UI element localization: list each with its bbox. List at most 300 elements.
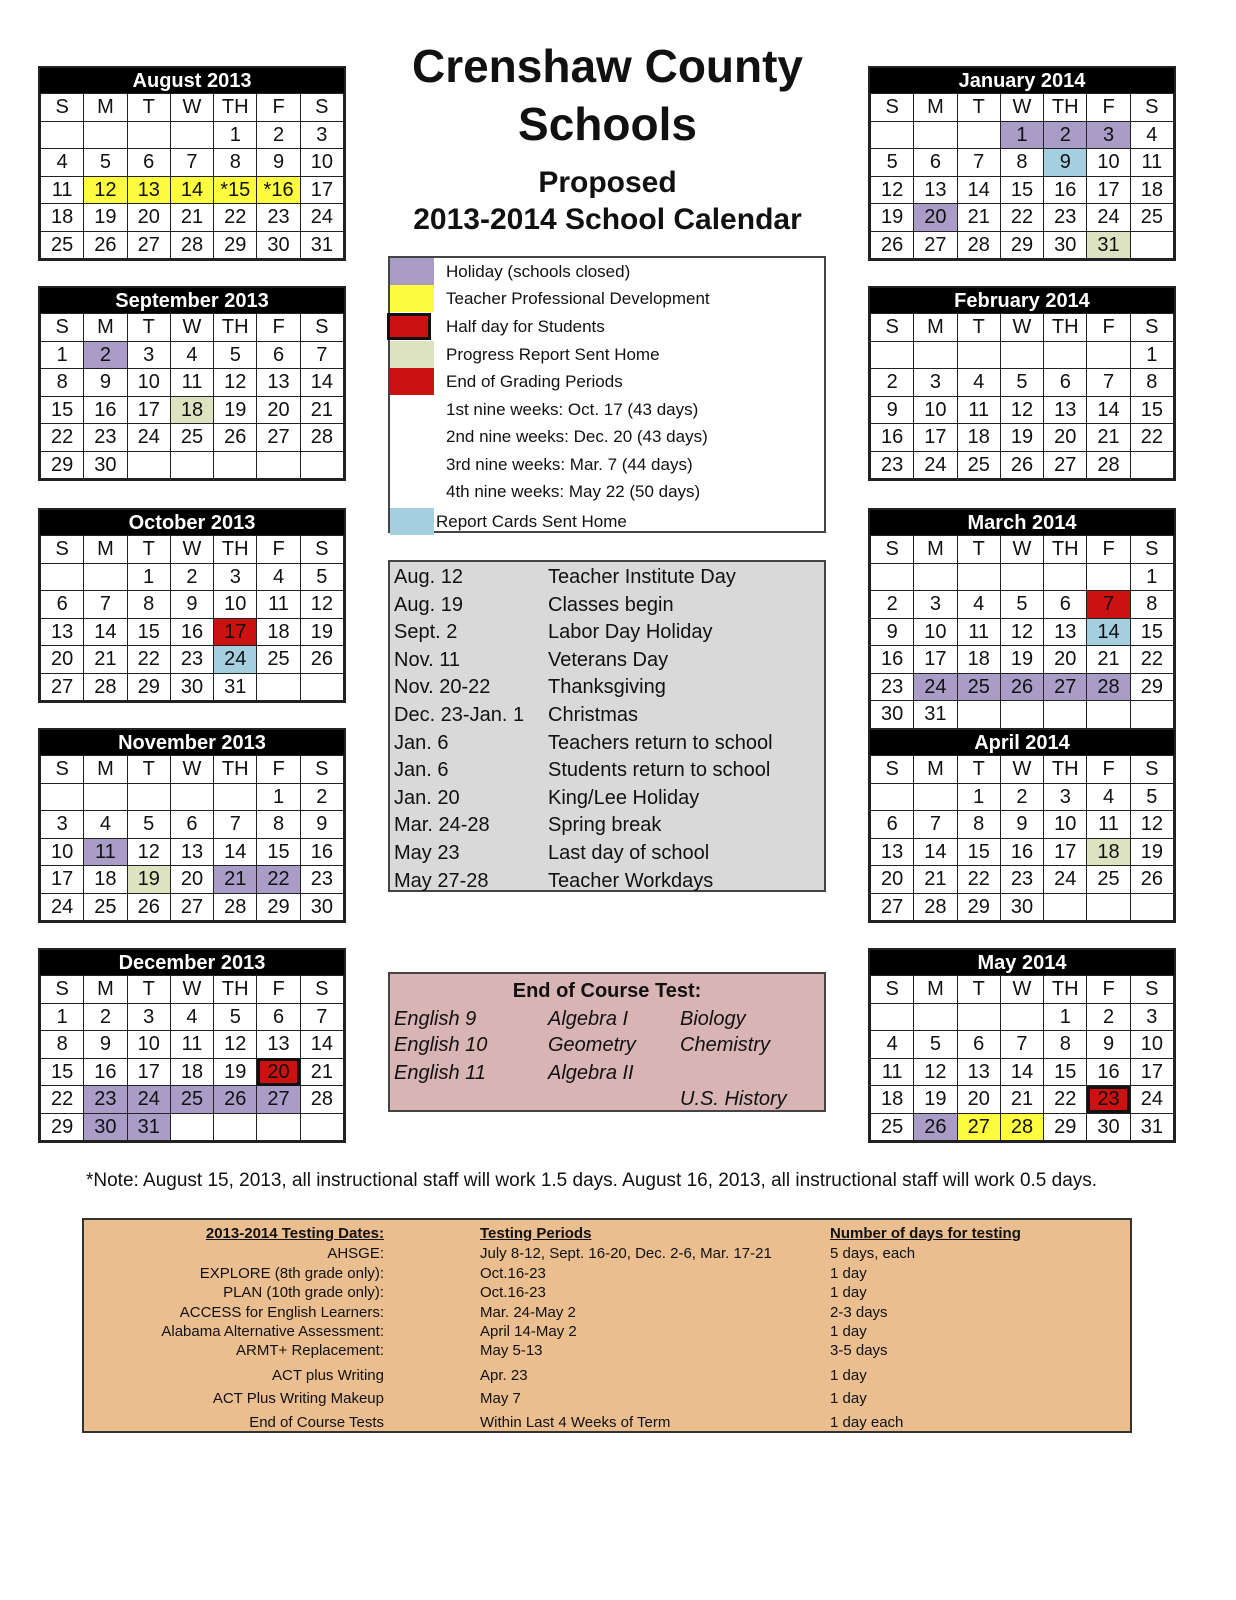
- test-days: 1 day: [830, 1367, 867, 1384]
- day-cell: 24: [914, 673, 957, 701]
- test-period: May 7: [480, 1390, 521, 1407]
- weekday-label: F: [1087, 976, 1130, 1004]
- weekday-label: S: [1130, 756, 1173, 784]
- week-row: [41, 838, 344, 866]
- day-cell: 30: [84, 1113, 127, 1141]
- day-cell: 11: [170, 369, 213, 397]
- day-cell: *16: [257, 176, 300, 204]
- legend-label: Teacher Professional Development: [446, 289, 710, 308]
- weekday-label: F: [1087, 94, 1130, 122]
- day-cell: 20: [127, 204, 170, 232]
- day-cell: 17: [300, 176, 343, 204]
- day-cell: 4: [41, 149, 84, 177]
- weekday-label: W: [170, 314, 213, 342]
- event-date: Nov. 20-22: [394, 676, 491, 699]
- day-cell: 10: [300, 149, 343, 177]
- calendar-march-2014: [868, 508, 1176, 731]
- legend-item: [390, 478, 824, 505]
- day-cell: 2: [871, 591, 914, 619]
- week-row: [871, 1058, 1174, 1086]
- test-days: 2-3 days: [830, 1304, 888, 1321]
- day-cell: 23: [871, 451, 914, 479]
- day-cell: 13: [1044, 396, 1087, 424]
- legend-swatch-progress: [390, 341, 434, 368]
- legend-label: Holiday (schools closed): [446, 262, 631, 281]
- day-cell: [957, 701, 1000, 729]
- test-days: 1 day: [830, 1323, 867, 1340]
- weekday-label: S: [1130, 314, 1173, 342]
- day-cell: 8: [957, 811, 1000, 839]
- week-row: [41, 1003, 344, 1031]
- weekday-label: W: [1000, 536, 1043, 564]
- day-cell: 13: [257, 1031, 300, 1059]
- day-cell: 26: [1000, 673, 1043, 701]
- week-row: [41, 646, 344, 674]
- day-cell: 7: [214, 811, 257, 839]
- day-cell: 23: [871, 673, 914, 701]
- testing-row: [84, 1264, 1130, 1284]
- legend-label: End of Grading Periods: [446, 372, 623, 391]
- weekday-label: S: [300, 536, 343, 564]
- day-cell: [41, 121, 84, 149]
- day-cell: 21: [170, 204, 213, 232]
- weekday-label: S: [871, 536, 914, 564]
- week-row: [871, 1003, 1174, 1031]
- week-row: [871, 618, 1174, 646]
- testing-row: [84, 1244, 1130, 1264]
- day-cell: 30: [300, 893, 343, 921]
- day-cell: 20: [1044, 424, 1087, 452]
- weekday-label: TH: [1044, 976, 1087, 1004]
- week-row: [41, 673, 344, 701]
- day-cell: 23: [84, 1086, 127, 1114]
- day-cell: 13: [127, 176, 170, 204]
- day-cell: 12: [214, 369, 257, 397]
- day-cell: 20: [257, 396, 300, 424]
- day-cell: 31: [1087, 231, 1130, 259]
- day-cell: 25: [1087, 866, 1130, 894]
- testing-row: [84, 1303, 1130, 1323]
- weekday-label: TH: [214, 314, 257, 342]
- day-cell: 29: [41, 1113, 84, 1141]
- weekday-label: S: [1130, 94, 1173, 122]
- event-date: May 23: [394, 842, 460, 864]
- day-cell: 1: [1130, 341, 1173, 369]
- day-cell: [1044, 341, 1087, 369]
- legend-label: 3rd nine weeks: Mar. 7 (44 days): [446, 455, 693, 474]
- week-row: [871, 149, 1174, 177]
- day-cell: [1087, 701, 1130, 729]
- test-period: Within Last 4 Weeks of Term: [480, 1414, 671, 1431]
- day-cell: [914, 1003, 957, 1031]
- weekday-header-row: [41, 314, 344, 342]
- day-cell: 8: [41, 369, 84, 397]
- day-cell: 17: [914, 424, 957, 452]
- day-cell: 19: [1130, 838, 1173, 866]
- legend-label: Half day for Students: [446, 317, 605, 336]
- day-cell: [127, 121, 170, 149]
- week-row: [41, 369, 344, 397]
- day-cell: [84, 121, 127, 149]
- day-cell: 12: [214, 1031, 257, 1059]
- day-cell: 2: [257, 121, 300, 149]
- day-cell: 5: [1000, 591, 1043, 619]
- day-cell: 10: [1044, 811, 1087, 839]
- day-cell: 3: [1130, 1003, 1173, 1031]
- day-cell: 11: [957, 396, 1000, 424]
- event-date: May 27-28: [394, 869, 489, 892]
- weekday-label: M: [914, 314, 957, 342]
- day-cell: 2: [871, 369, 914, 397]
- day-cell: [170, 1113, 213, 1141]
- day-cell: 14: [84, 618, 127, 646]
- testing-row: [84, 1389, 1130, 1409]
- day-cell: 30: [84, 451, 127, 479]
- day-cell: 7: [957, 149, 1000, 177]
- weekday-label: T: [957, 94, 1000, 122]
- day-cell: [1130, 893, 1173, 921]
- weekday-label: S: [300, 94, 343, 122]
- legend-swatch-pd: [390, 285, 434, 312]
- legend-item: [390, 258, 824, 285]
- day-cell: 22: [214, 204, 257, 232]
- day-cell: 26: [300, 646, 343, 674]
- test-period: April 14-May 2: [480, 1323, 577, 1340]
- day-cell: 1: [1130, 563, 1173, 591]
- weekday-label: TH: [214, 94, 257, 122]
- day-cell: 8: [127, 591, 170, 619]
- day-cell: 25: [170, 1086, 213, 1114]
- calendar-august-2013: [38, 66, 346, 261]
- day-cell: 18: [170, 1058, 213, 1086]
- day-cell: 12: [871, 176, 914, 204]
- day-cell: 7: [170, 149, 213, 177]
- day-cell: 25: [170, 424, 213, 452]
- eoc-subject: Algebra II: [548, 1062, 634, 1084]
- day-cell: [957, 121, 1000, 149]
- day-cell: 2: [300, 783, 343, 811]
- day-cell: 22: [41, 424, 84, 452]
- day-cell: 30: [257, 231, 300, 259]
- day-cell: 18: [41, 204, 84, 232]
- day-cell: 21: [214, 866, 257, 894]
- day-cell: 9: [871, 396, 914, 424]
- day-cell: 5: [300, 563, 343, 591]
- day-cell: 27: [957, 1113, 1000, 1141]
- day-cell: 9: [871, 618, 914, 646]
- day-cell: [914, 783, 957, 811]
- day-cell: 16: [84, 1058, 127, 1086]
- day-cell: 6: [170, 811, 213, 839]
- weekday-label: S: [871, 756, 914, 784]
- test-name: Alabama Alternative Assessment:: [161, 1323, 384, 1340]
- legend-item: [390, 341, 824, 368]
- day-cell: 31: [914, 701, 957, 729]
- day-cell: 15: [1130, 396, 1173, 424]
- day-cell: 10: [127, 1031, 170, 1059]
- day-cell: 30: [1000, 893, 1043, 921]
- eoc-title: End of Course Test:: [512, 980, 702, 1002]
- day-cell: 9: [1044, 149, 1087, 177]
- day-cell: [214, 1113, 257, 1141]
- day-cell: 4: [957, 369, 1000, 397]
- day-cell: 10: [214, 591, 257, 619]
- day-cell: 23: [1000, 866, 1043, 894]
- event-name: Thanksgiving: [548, 676, 666, 699]
- day-cell: 27: [871, 893, 914, 921]
- day-cell: 7: [84, 591, 127, 619]
- day-cell: 8: [1130, 591, 1173, 619]
- legend-label: 4th nine weeks: May 22 (50 days): [446, 482, 701, 501]
- test-days: 5 days, each: [830, 1245, 916, 1262]
- day-cell: [1000, 341, 1043, 369]
- day-cell: 13: [914, 176, 957, 204]
- week-row: [871, 866, 1174, 894]
- event-date: Jan. 6: [394, 731, 449, 754]
- week-row: [871, 176, 1174, 204]
- day-cell: 21: [300, 396, 343, 424]
- day-cell: 27: [41, 673, 84, 701]
- day-cell: 16: [300, 838, 343, 866]
- month-title: February 2014: [870, 288, 1174, 313]
- day-cell: [170, 783, 213, 811]
- day-cell: 19: [84, 204, 127, 232]
- day-cell: 17: [1130, 1058, 1173, 1086]
- weekday-label: S: [41, 94, 84, 122]
- weekday-label: M: [914, 756, 957, 784]
- day-cell: 23: [257, 204, 300, 232]
- test-period: Mar. 24-May 2: [480, 1304, 576, 1321]
- eoc-subject: Chemistry: [680, 1034, 771, 1056]
- weekday-header-row: [41, 94, 344, 122]
- testing-row: [84, 1283, 1130, 1303]
- day-cell: [957, 563, 1000, 591]
- weekday-label: TH: [214, 536, 257, 564]
- day-cell: [914, 341, 957, 369]
- day-cell: 14: [300, 1031, 343, 1059]
- month-title: October 2013: [40, 510, 344, 535]
- day-cell: 4: [871, 1031, 914, 1059]
- weekday-label: S: [871, 314, 914, 342]
- day-cell: *15: [214, 176, 257, 204]
- week-row: [871, 424, 1174, 452]
- day-cell: 23: [1044, 204, 1087, 232]
- day-cell: 2: [1087, 1003, 1130, 1031]
- legend-item: [390, 285, 824, 312]
- month-title: March 2014: [870, 510, 1174, 535]
- weekday-label: T: [957, 756, 1000, 784]
- day-cell: 21: [300, 1058, 343, 1086]
- weekday-header-row: [41, 976, 344, 1004]
- day-cell: 16: [871, 646, 914, 674]
- day-cell: 18: [1130, 176, 1173, 204]
- event-date: Sept. 2: [394, 621, 458, 644]
- day-cell: 20: [1044, 646, 1087, 674]
- eoc-subject: Biology: [680, 1008, 746, 1030]
- week-row: [41, 451, 344, 479]
- test-name: ACT Plus Writing Makeup: [212, 1390, 384, 1407]
- day-cell: 1: [41, 341, 84, 369]
- day-cell: 31: [1130, 1113, 1173, 1141]
- week-row: [871, 673, 1174, 701]
- week-row: [871, 369, 1174, 397]
- week-row: [41, 1113, 344, 1141]
- day-cell: [1087, 563, 1130, 591]
- day-cell: 30: [871, 701, 914, 729]
- day-cell: 26: [1130, 866, 1173, 894]
- weekday-label: F: [1087, 314, 1130, 342]
- weekday-label: M: [84, 536, 127, 564]
- weekday-label: S: [1130, 976, 1173, 1004]
- day-cell: 12: [1130, 811, 1173, 839]
- day-cell: 3: [1087, 121, 1130, 149]
- week-row: [871, 121, 1174, 149]
- day-cell: 6: [1044, 591, 1087, 619]
- day-cell: 17: [41, 866, 84, 894]
- day-cell: 21: [1087, 646, 1130, 674]
- day-cell: 9: [257, 149, 300, 177]
- day-cell: 13: [957, 1058, 1000, 1086]
- legend-item: [390, 313, 824, 340]
- day-cell: 25: [1130, 204, 1173, 232]
- day-cell: 24: [914, 451, 957, 479]
- calendar-april-2014: [868, 728, 1176, 923]
- week-row: [41, 396, 344, 424]
- day-cell: 12: [914, 1058, 957, 1086]
- calendar-december-2013: [38, 948, 346, 1143]
- day-cell: 1: [214, 121, 257, 149]
- weekday-label: S: [300, 314, 343, 342]
- day-cell: 11: [871, 1058, 914, 1086]
- day-cell: 1: [257, 783, 300, 811]
- weekday-label: TH: [214, 976, 257, 1004]
- day-cell: 7: [1087, 591, 1130, 619]
- test-period: Oct.16-23: [480, 1265, 546, 1282]
- event-date: Jan. 20: [394, 786, 460, 809]
- eoc-subject: English 11: [394, 1062, 486, 1084]
- day-cell: 29: [214, 231, 257, 259]
- event-name: Christmas: [548, 704, 639, 726]
- day-cell: 6: [871, 811, 914, 839]
- day-cell: 13: [170, 838, 213, 866]
- testing-header-row: [84, 1224, 1130, 1244]
- day-cell: 7: [1000, 1031, 1043, 1059]
- day-cell: 28: [84, 673, 127, 701]
- day-cell: [127, 451, 170, 479]
- day-cell: 12: [1000, 396, 1043, 424]
- day-cell: 10: [1130, 1031, 1173, 1059]
- day-cell: 5: [1130, 783, 1173, 811]
- day-cell: 23: [1087, 1086, 1130, 1114]
- week-row: [41, 783, 344, 811]
- weekday-label: F: [257, 94, 300, 122]
- day-cell: 3: [914, 591, 957, 619]
- legend-item: [390, 423, 824, 450]
- day-cell: 14: [1087, 618, 1130, 646]
- day-cell: 5: [871, 149, 914, 177]
- legend-swatch-end: [390, 368, 434, 395]
- day-cell: 10: [914, 618, 957, 646]
- day-cell: [957, 341, 1000, 369]
- legend-label: 1st nine weeks: Oct. 17 (43 days): [446, 400, 699, 419]
- day-cell: 19: [214, 396, 257, 424]
- day-cell: 1: [957, 783, 1000, 811]
- day-cell: 22: [127, 646, 170, 674]
- eoc-subject: English 9: [394, 1008, 477, 1030]
- day-cell: [914, 121, 957, 149]
- day-cell: 19: [127, 866, 170, 894]
- day-cell: 31: [127, 1113, 170, 1141]
- weekday-label: T: [127, 976, 170, 1004]
- day-cell: 28: [170, 231, 213, 259]
- day-cell: 19: [914, 1086, 957, 1114]
- day-cell: [41, 563, 84, 591]
- weekday-label: T: [127, 756, 170, 784]
- day-cell: 7: [300, 341, 343, 369]
- event-date: Aug. 12: [394, 566, 463, 588]
- eoc-subject: English 10: [394, 1034, 488, 1056]
- event-date: Mar. 24-28: [394, 814, 490, 837]
- day-cell: 28: [1087, 673, 1130, 701]
- day-cell: 30: [1044, 231, 1087, 259]
- day-cell: [957, 1003, 1000, 1031]
- week-row: [871, 646, 1174, 674]
- day-cell: 1: [1000, 121, 1043, 149]
- day-cell: [84, 563, 127, 591]
- test-name: ACT plus Writing: [272, 1367, 384, 1384]
- day-cell: 18: [257, 618, 300, 646]
- week-row: [41, 1058, 344, 1086]
- day-cell: 5: [914, 1031, 957, 1059]
- day-cell: 16: [170, 618, 213, 646]
- week-row: [871, 893, 1174, 921]
- week-row: [41, 231, 344, 259]
- day-cell: 2: [170, 563, 213, 591]
- calendar-january-2014: [868, 66, 1176, 261]
- weekday-label: M: [84, 976, 127, 1004]
- day-cell: 30: [170, 673, 213, 701]
- day-cell: 14: [300, 369, 343, 397]
- week-row: [41, 563, 344, 591]
- calendar-november-2013: [38, 728, 346, 923]
- day-cell: 22: [1000, 204, 1043, 232]
- day-cell: 26: [871, 231, 914, 259]
- day-cell: 6: [127, 149, 170, 177]
- day-cell: 25: [41, 231, 84, 259]
- day-cell: 26: [84, 231, 127, 259]
- test-days: 1 day: [830, 1284, 867, 1301]
- day-cell: 17: [1044, 838, 1087, 866]
- day-cell: 25: [957, 451, 1000, 479]
- month-title: May 2014: [870, 950, 1174, 975]
- day-cell: [1000, 563, 1043, 591]
- week-row: [41, 1086, 344, 1114]
- day-cell: 19: [214, 1058, 257, 1086]
- day-cell: 8: [1130, 369, 1173, 397]
- day-cell: 4: [257, 563, 300, 591]
- day-cell: 25: [257, 646, 300, 674]
- day-cell: 25: [957, 673, 1000, 701]
- month-title: November 2013: [40, 730, 344, 755]
- week-row: [871, 396, 1174, 424]
- weekday-label: M: [84, 94, 127, 122]
- day-cell: [300, 451, 343, 479]
- weekday-label: M: [914, 976, 957, 1004]
- day-cell: 21: [84, 646, 127, 674]
- week-row: [41, 866, 344, 894]
- end-of-course-tests: [388, 972, 826, 1112]
- week-row: [871, 783, 1174, 811]
